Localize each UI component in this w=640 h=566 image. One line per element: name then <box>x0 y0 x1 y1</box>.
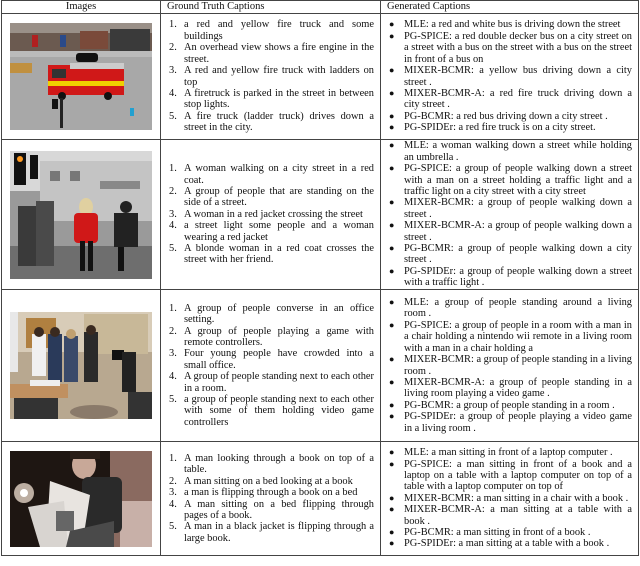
bullet-icon: ● <box>389 197 395 208</box>
ground-truth-caption: 4. A group of people standing next to each other in a room. <box>169 371 374 394</box>
header-images: Images <box>2 1 161 14</box>
generated-cell <box>381 140 639 290</box>
man-flipping-book-photo <box>10 451 152 547</box>
generated-caption: ● MIXER-BCMR-A: a man sitting at a table with a book . <box>389 504 632 527</box>
ground-truth-caption: 2. A man sitting on a bed looking at a book <box>169 475 353 487</box>
ground-truth-caption: 5. A blonde woman in a red coat crosses the street with her friend. <box>169 243 374 266</box>
table-row <box>2 442 639 556</box>
ground-truth-cell <box>161 290 381 442</box>
generated-caption: ● MIXER-BCMR: a group of people walking down a street . <box>389 197 632 220</box>
generated-caption: ● PG-SPICE: a man sitting in front of a book and a laptop on a table with a laptop computer on top of a table with a laptop computer on top of <box>389 458 632 493</box>
ground-truth-caption: 1. a red and yellow fire truck and some buildings <box>169 19 374 42</box>
table-row <box>2 140 639 290</box>
ground-truth-cell <box>161 140 381 290</box>
ground-truth-cell <box>161 14 381 140</box>
ground-truth-caption: 2. A group of people playing a game with remote controllers. <box>169 325 374 348</box>
generated-caption: ● MIXER-BCMR: a group of people standing in a living room . <box>389 354 632 377</box>
ground-truth-caption: 1. A group of people converse in an office setting. <box>169 302 374 326</box>
ground-truth-caption: 5. A man in a black jacket is flipping through a large book. <box>169 521 374 544</box>
image-cell <box>2 14 161 140</box>
bullet-icon: ● <box>389 243 395 254</box>
bullet-icon: ● <box>389 399 395 410</box>
generated-caption: ● MIXER-BCMR: a man sitting in a chair with a book . <box>389 492 629 504</box>
generated-caption: ● PG-SPICE: a red double decker bus on a city street on a street with a bus on the street with a bus on the street in front of a bus on <box>389 30 632 65</box>
bullet-icon: ● <box>389 65 395 76</box>
ground-truth-caption: 2. An overhead view shows a fire engine in the street. <box>169 42 374 65</box>
bullet-icon: ● <box>389 411 395 422</box>
header-row <box>2 1 639 14</box>
generated-caption: ● PG-BCMR: a group of people walking down a city street . <box>389 243 632 266</box>
ground-truth-caption: 1. A woman walking on a city street in a red coat. <box>169 163 374 186</box>
generated-caption: ● PG-SPIDEr: a group of people playing a video game in a living room . <box>389 411 632 434</box>
generated-cell <box>381 290 639 442</box>
bullet-icon: ● <box>389 140 395 151</box>
fire-truck-street-photo <box>10 23 152 130</box>
bullet-icon: ● <box>389 265 395 276</box>
generated-caption: ● PG-BCMR: a group of people standing in a room . <box>389 399 615 411</box>
generated-caption: ● PG-SPIDEr: a group of people walking down a street with a traffic light . <box>389 265 632 289</box>
generated-list <box>381 447 638 550</box>
generated-cell <box>381 14 639 140</box>
ground-truth-caption: 5. a group of people standing next to each other with some of them holding video game controllers <box>169 394 374 428</box>
generated-caption: ● MLE: a red and white bus is driving down the street <box>389 19 621 31</box>
bullet-icon: ● <box>389 527 395 538</box>
bullet-icon: ● <box>389 163 395 174</box>
ground-truth-caption: 4. A firetruck is parked in the street in between stop lights. <box>169 87 374 111</box>
bullet-icon: ● <box>389 354 395 365</box>
captions-comparison-table <box>1 0 639 556</box>
generated-caption: ● PG-SPICE: a group of people in a room with a man in a chair holding a nintendo wii remote in a living room with a man in a chair holding a <box>389 319 632 354</box>
generated-list <box>381 140 638 288</box>
generated-caption: ● PG-BCMR: a red bus driving down a city street . <box>389 110 608 122</box>
image-cell <box>2 140 161 290</box>
bullet-icon: ● <box>389 87 395 98</box>
generated-caption: ● PG-SPICE: a group of people walking down a street with a man on a street holding a traffic light and a traffic light on a city street with a city street <box>389 163 632 197</box>
bullet-icon: ● <box>389 220 395 231</box>
image-cell <box>2 290 161 442</box>
generated-caption: ● MLE: a woman walking down a street while holding an umbrella . <box>389 140 632 163</box>
table-row <box>2 290 639 442</box>
generated-list <box>381 297 638 434</box>
bullet-icon: ● <box>389 447 395 458</box>
ground-truth-caption: 3. A red and yellow fire truck with ladders on top <box>169 65 374 88</box>
header-ground-truth: Ground Truth Captions <box>161 1 381 14</box>
bullet-icon: ● <box>389 110 395 121</box>
header-generated: Generated Captions <box>381 1 639 14</box>
ground-truth-caption: 3. a man is flipping through a book on a bed <box>169 487 358 499</box>
ground-truth-caption: 3. A woman in a red jacket crossing the street <box>169 208 363 220</box>
ground-truth-caption: 5. A fire truck (ladder truck) drives down a street in the city. <box>169 110 374 134</box>
bullet-icon: ● <box>389 458 395 469</box>
ground-truth-caption: 2. A group of people that are standing on the side of a street. <box>169 185 374 209</box>
generated-caption: ● PG-SPIDEr: a man sitting at a table with a book . <box>389 538 610 550</box>
ground-truth-list <box>161 453 380 544</box>
generated-caption: ● PG-SPIDEr: a red fire truck is on a city street. <box>389 122 596 134</box>
bullet-icon: ● <box>389 504 395 515</box>
ground-truth-caption: 3. Four young people have crowded into a small office. <box>169 348 374 371</box>
bullet-icon: ● <box>389 492 395 503</box>
bullet-icon: ● <box>389 538 395 549</box>
bullet-icon: ● <box>389 122 395 133</box>
bullet-icon: ● <box>389 376 395 387</box>
generated-caption: ● MIXER-BCMR-A: a group of people walking down a street . <box>389 220 632 243</box>
office-group-video-game-photo <box>10 312 152 419</box>
ground-truth-caption: 4. A man sitting on a bed flipping through pages of a book. <box>169 498 374 521</box>
table-row <box>2 14 639 140</box>
image-cell <box>2 442 161 556</box>
generated-caption: ● MLE: a man sitting in front of a laptop computer . <box>389 447 613 459</box>
generated-cell <box>381 442 639 556</box>
bullet-icon: ● <box>389 319 395 330</box>
generated-caption: ● MIXER-BCMR: a yellow bus driving down a city street . <box>389 65 632 88</box>
generated-caption: ● MIXER-BCMR-A: a red fire truck driving down a city street . <box>389 87 632 111</box>
ground-truth-caption: 1. A man looking through a book on top of a table. <box>169 452 374 476</box>
ground-truth-list <box>161 163 380 266</box>
bullet-icon: ● <box>389 19 395 30</box>
generated-caption: ● PG-BCMR: a man sitting in front of a book . <box>389 527 591 539</box>
generated-caption: ● MIXER-BCMR-A: a group of people standing in a living room playing a video game . <box>389 376 632 400</box>
ground-truth-caption: 4. a street light some people and a woman wearing a red jacket <box>169 220 374 243</box>
ground-truth-list <box>161 19 380 133</box>
ground-truth-list <box>161 303 380 428</box>
bullet-icon: ● <box>389 297 395 308</box>
ground-truth-cell <box>161 442 381 556</box>
generated-list <box>381 19 638 133</box>
generated-caption: ● MLE: a group of people standing around a living room . <box>389 297 632 320</box>
woman-red-coat-street-photo <box>10 151 152 279</box>
bullet-icon: ● <box>389 30 395 41</box>
